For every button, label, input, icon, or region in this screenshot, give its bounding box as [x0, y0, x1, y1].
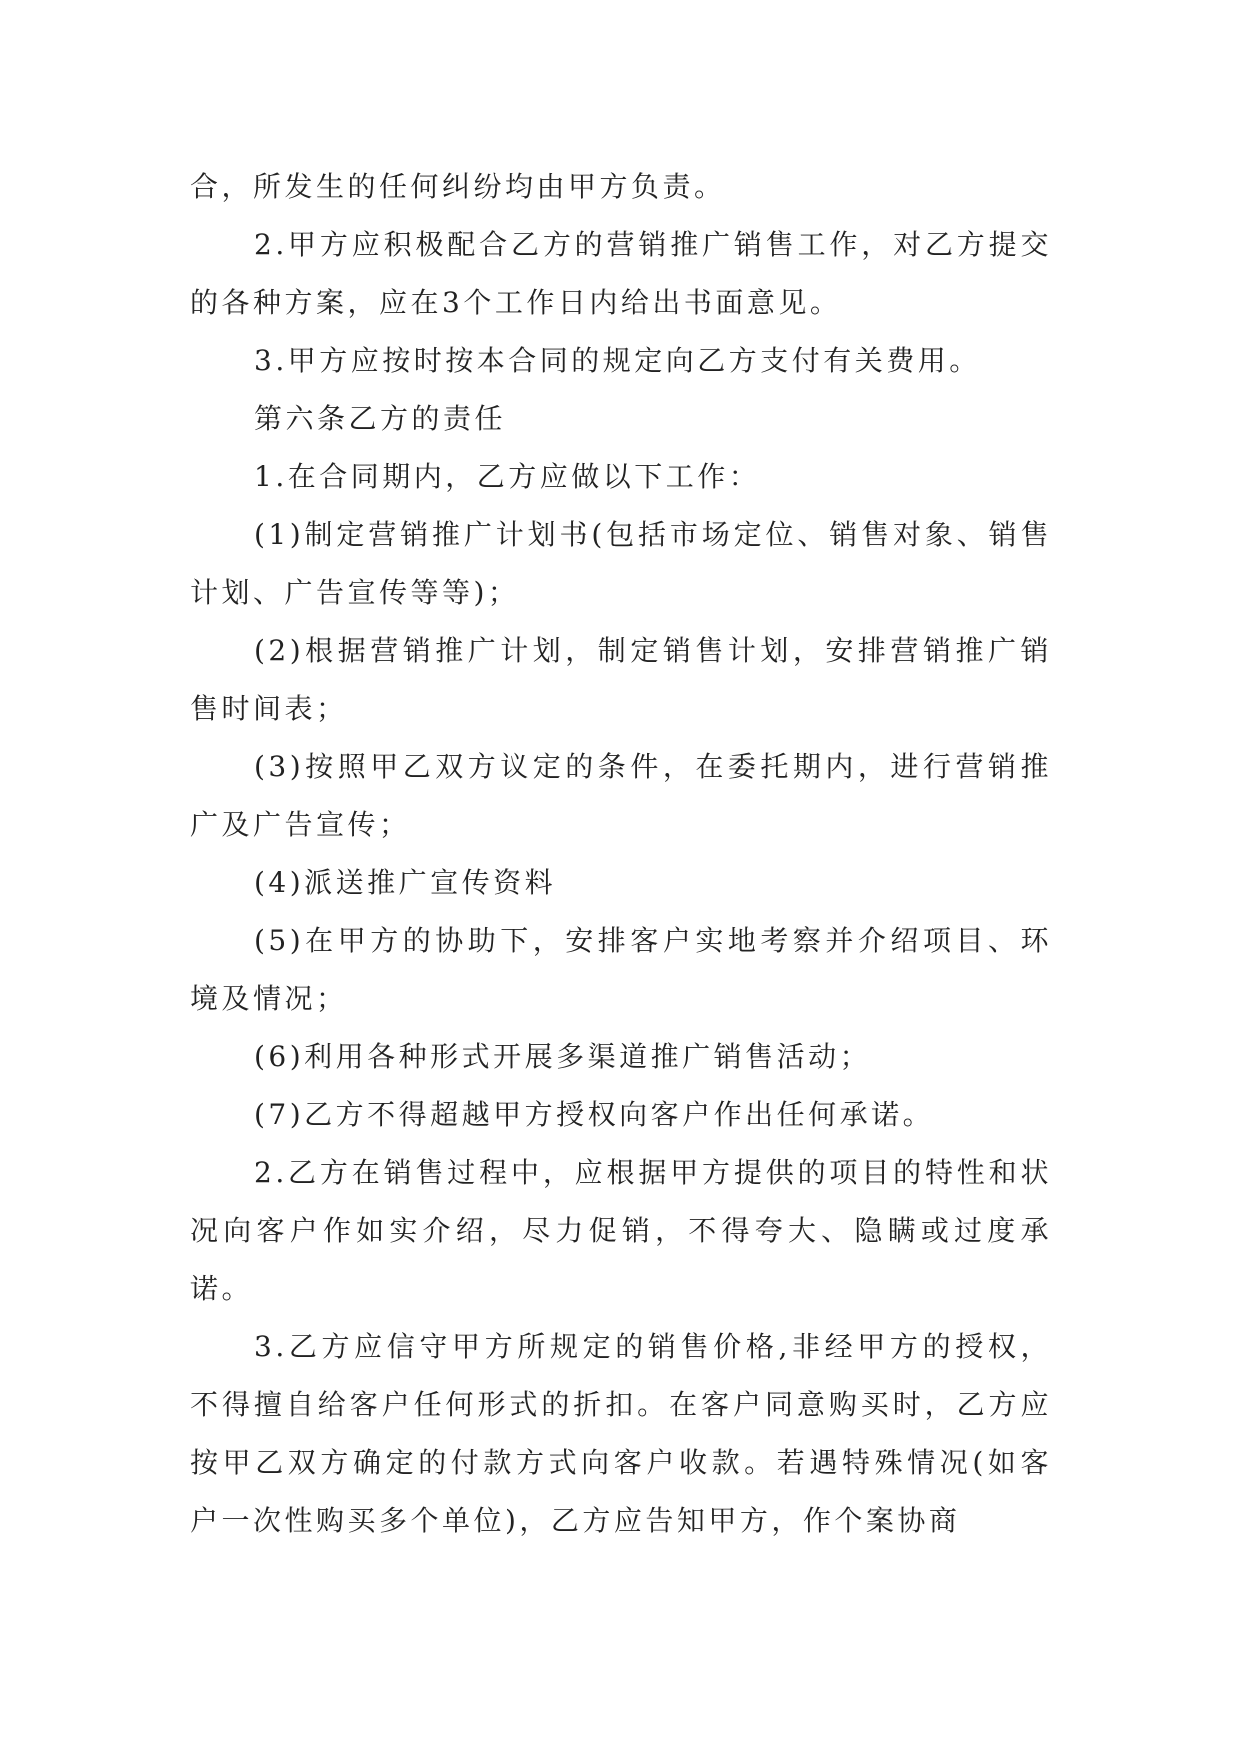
paragraph-party-b-subitem-5: (5)在甲方的协助下，安排客户实地考察并介绍项目、环境及情况；	[190, 924, 1052, 1015]
paragraph-party-b-item-3: 3.乙方应信守甲方所规定的销售价格,非经甲方的授权，不得擅自给客户任何形式的折扣。在客户同意购买时，乙方应按甲乙双方确定的付款方式向客户收款。若遇特殊情况(如客户一次性购买多个单位)，乙方应告知甲方，作个案协商	[190, 1330, 1052, 1537]
paragraph-party-b-subitem-6: (6)利用各种形式开展多渠道推广销售活动；	[254, 1040, 872, 1073]
paragraph-party-b-subitem-3: (3)按照甲乙双方议定的条件，在委托期内，进行营销推广及广告宣传；	[190, 750, 1052, 841]
paragraph-party-a-item-3: 3.甲方应按时按本合同的规定向乙方支付有关费用。	[254, 344, 981, 377]
paragraph-party-b-subitem-4: (4)派送推广宣传资料	[254, 866, 557, 899]
paragraph-continuation: 合，所发生的任何纠纷均由甲方负责。	[190, 170, 726, 203]
paragraph-party-b-subitem-7: (7)乙方不得超越甲方授权向客户作出任何承诺。	[254, 1098, 935, 1131]
paragraph-party-b-subitem-2: (2)根据营销推广计划，制定销售计划，安排营销推广销售时间表；	[190, 634, 1052, 725]
article-6-heading: 第六条乙方的责任	[254, 402, 507, 435]
paragraph-party-a-item-2: 2.甲方应积极配合乙方的营销推广销售工作，对乙方提交的各种方案，应在3个工作日内给出书面意见。	[190, 228, 1052, 319]
paragraph-party-b-subitem-1: (1)制定营销推广计划书(包括市场定位、销售对象、销售计划、广告宣传等等)；	[190, 518, 1052, 609]
paragraph-party-b-item-1: 1.在合同期内，乙方应做以下工作：	[254, 460, 761, 493]
document-body	[190, 158, 1052, 1550]
paragraph-party-b-item-2: 2.乙方在销售过程中，应根据甲方提供的项目的特性和状况向客户作如实介绍，尽力促销，不得夸大、隐瞒或过度承诺。	[190, 1156, 1052, 1305]
